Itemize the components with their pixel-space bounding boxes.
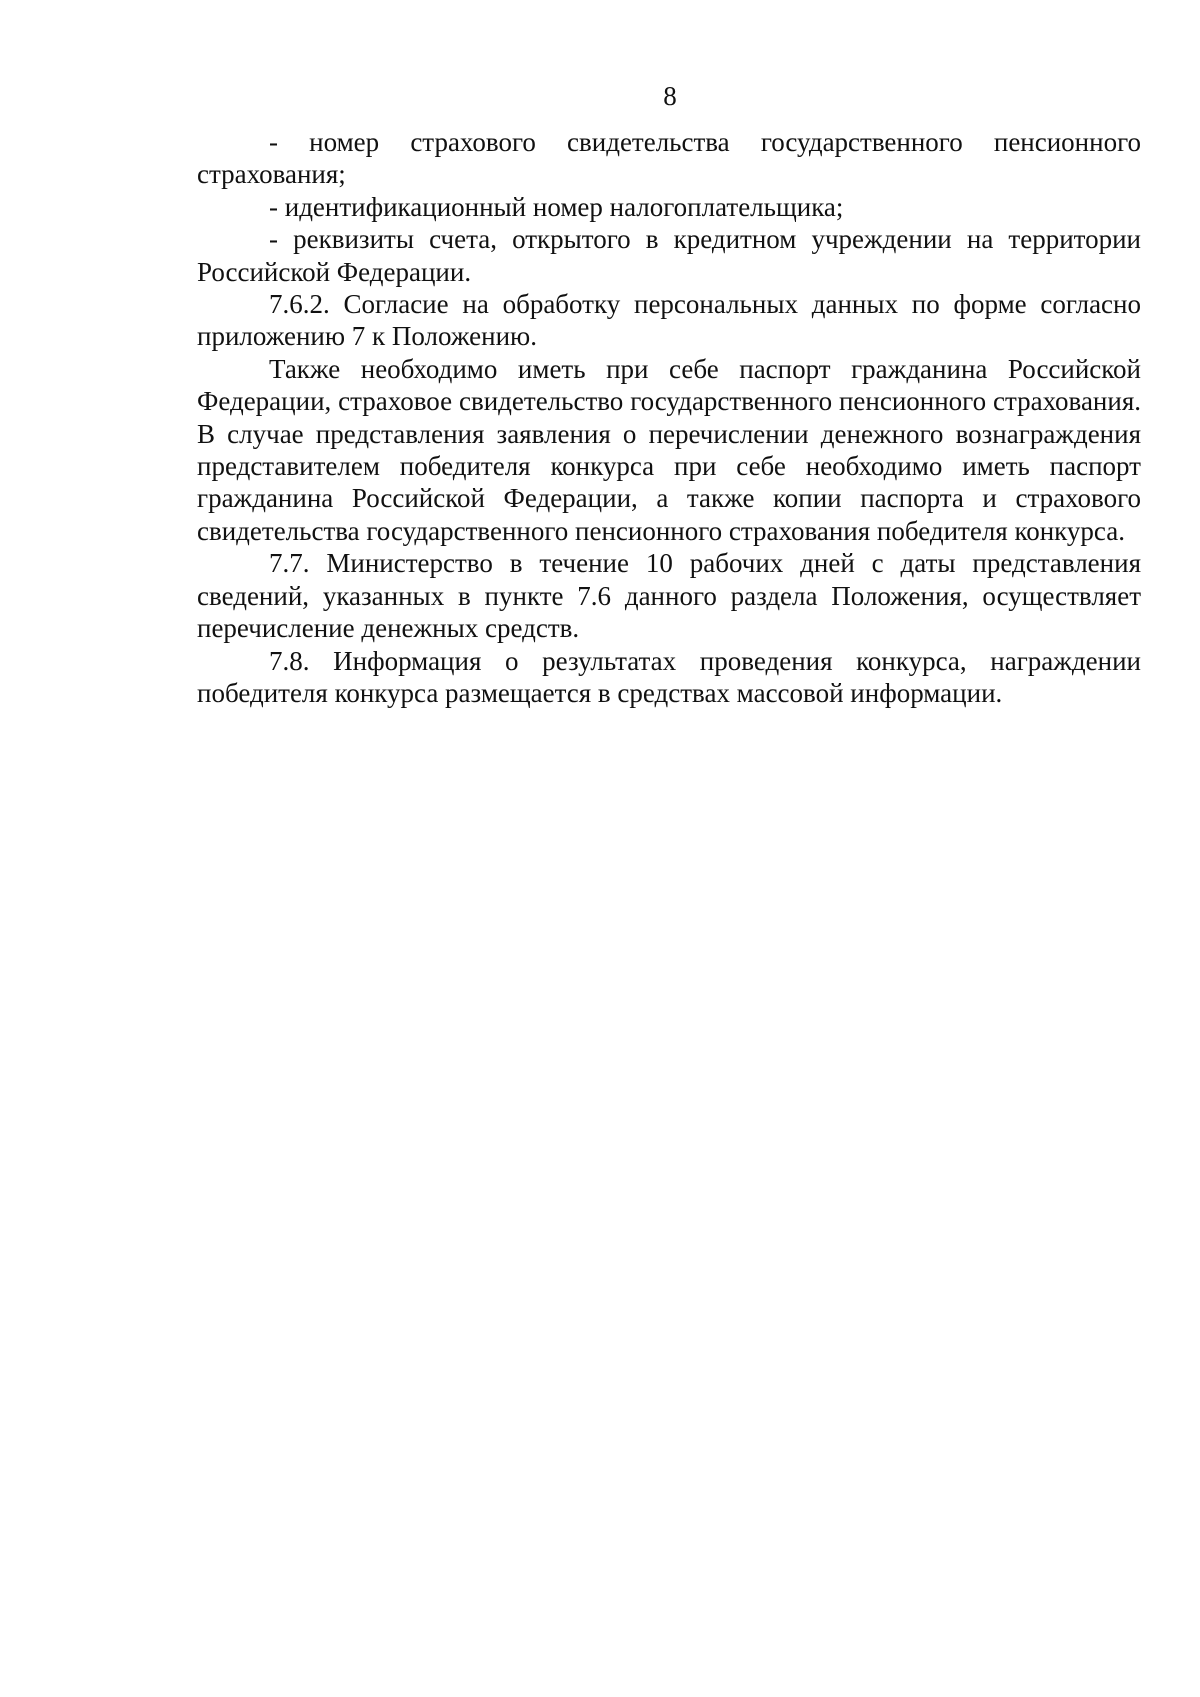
paragraph-required-documents: Также необходимо иметь при себе паспорт гражданина Российской Федерации, страховое свидетельство государственного пенсионного страхования. В случае представления заявления о перечислении денежного вознаграждения представителем победителя конкурса при себе необходимо иметь паспорт гражданина Российской Федерации, а также копии паспорта и страхового свидетельства государственного пенсионного страхования победителя конкурса. bbox=[197, 353, 1141, 546]
paragraph-7-6-2-consent: 7.6.2. Согласие на обработку персональных данных по форме согласно приложению 7 к Положению. bbox=[197, 289, 1141, 352]
paragraph-bank-account-details: - реквизиты счета, открытого в кредитном учреждении на территории Российской Федерации. bbox=[197, 224, 1141, 287]
document-body bbox=[197, 126, 1141, 709]
paragraph-insurance-certificate-number: - номер страхового свидетельства государственного пенсионного страхования; bbox=[197, 127, 1141, 190]
page-number: 8 bbox=[663, 81, 677, 111]
paragraph-7-8-publication: 7.8. Информация о результатах проведения конкурса, награждении победителя конкурса размещается в средствах массовой информации. bbox=[197, 645, 1141, 708]
paragraph-7-7-transfer: 7.7. Министерство в течение 10 рабочих дней с даты представления сведений, указанных в пункте 7.6 данного раздела Положения, осуществляет перечисление денежных средств. bbox=[197, 548, 1141, 644]
paragraph-taxpayer-id: - идентификационный номер налогоплательщика; bbox=[269, 191, 844, 222]
